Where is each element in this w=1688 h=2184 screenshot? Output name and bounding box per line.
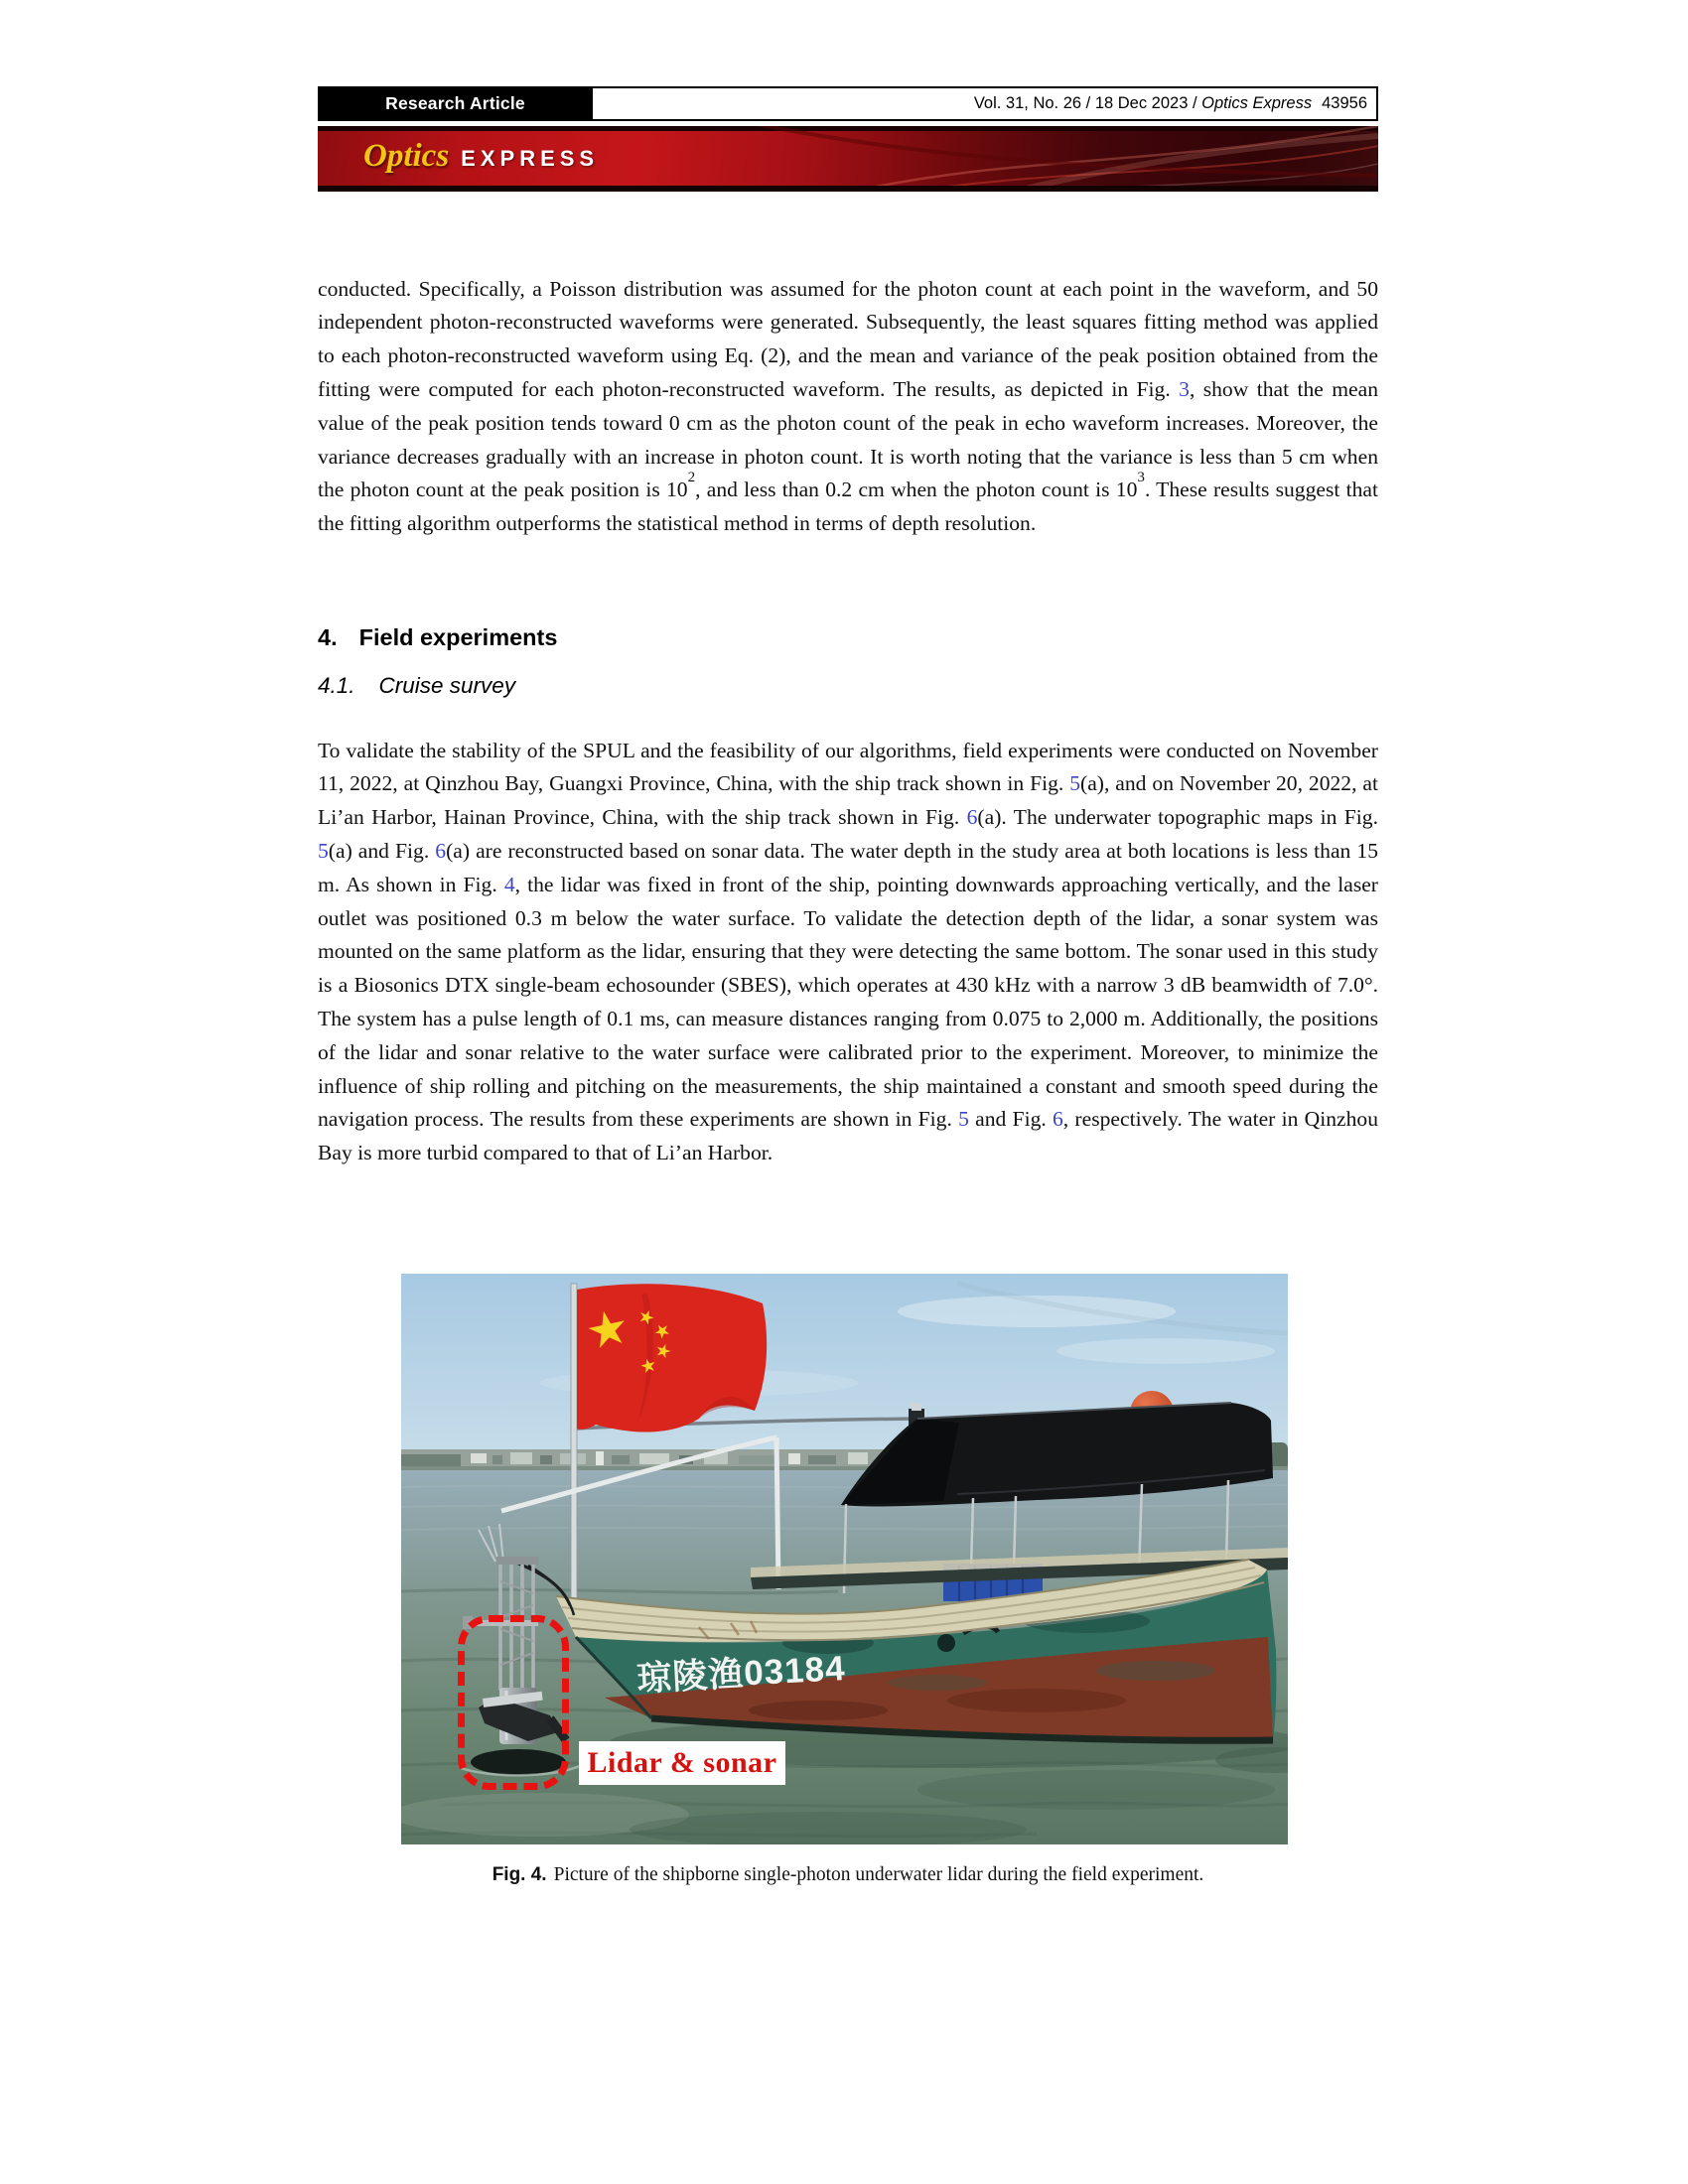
figure-reference-link[interactable]: 3 xyxy=(1179,376,1190,401)
logo-word-express: EXPRESS xyxy=(461,146,600,171)
flag-pole xyxy=(571,1284,577,1611)
journal-banner xyxy=(318,126,1378,192)
figure-reference-link[interactable]: 6 xyxy=(1053,1107,1063,1132)
figure4-caption xyxy=(318,1864,1378,1886)
optics-express-logo xyxy=(363,138,599,175)
figure-reference-link[interactable]: 5 xyxy=(318,838,329,863)
lidar-annotation-box xyxy=(458,1615,569,1790)
subsection-number: 4.1. xyxy=(318,673,355,698)
paragraph-methods-continued: conducted. Specifically, a Poisson distribution was assumed for the photon count at each point in the waveform, and 50 independent photon-reconstructed waveforms were generated. Subsequently, the least squares fitting method was applied to each photon-reconstructed waveform using Eq. (2), and the mean and variance of the peak position obtained from the fitting were computed for each photon-reconstructed waveform. The results, as depicted in Fig. 3, show that the mean value of the peak position tends toward 0 cm as the photon count of the peak in echo waveform increases. Moreover, the variance decreases gradually with an increase in photon count. It is worth noting that the variance is less than 5 cm when the photon count at the peak position is $10^2$, and less than 0.2 cm when the photon count is $10^3$. These results suggest that the fitting algorithm outperforms the statistical method in terms of depth resolution. xyxy=(318,276,1378,536)
subsection-title: Cruise survey xyxy=(378,673,516,698)
caption-text: Picture of the shipborne single-photon underwater lidar during the field experiment. xyxy=(553,1864,1204,1885)
figure-reference-link[interactable]: 5 xyxy=(958,1107,969,1132)
boat-registration-text: 琼陵渔03184 xyxy=(635,1649,847,1699)
figure-reference-link[interactable]: 6 xyxy=(966,805,978,830)
section-number: 4. xyxy=(318,624,338,650)
figure-reference-link[interactable]: 4 xyxy=(503,872,515,896)
banner-bottom-bar xyxy=(318,186,1378,192)
journal-header xyxy=(318,86,1378,121)
paragraph-cruise-survey: To validate the stability of the SPUL and the feasibility of our algorithms, field experiments were conducted on November 11, 2022, at Qinzhou Bay, Guangxi Province, China, with the ship track shown in Fig. 5(a), and on November 20, 2022, at Li’an Harbor, Hainan Province, China, with the ship track shown in Fig. 6(a). The underwater topographic maps in Fig. 5(a) and Fig. 6(a) are reconstructed based on sonar data. The water depth in the study area at both locations is less than 15 m. As shown in Fig. 4, the lidar was fixed in front of the ship, pointing downwards approaching vertically, and the laser outlet was positioned 0.3 m below the water surface. To validate the detection depth of the lidar, a sonar system was mounted on the same platform as the lidar, ensuring that they were detecting the same bottom. The sonar used in this study is a Biosonics DTX single-beam echosounder (SBES), which operates at 430 kHz with a narrow 3 dB beamwidth of 7.0°. The system has a pulse length of 0.1 ms, can measure distances ranging from 0.075 to 2,000 m. Additionally, the positions of the lidar and sonar relative to the water surface were calibrated prior to the experiment. Moreover, to minimize the influence of ship rolling and pitching on the measurements, the ship maintained a constant and smooth speed during the navigation process. The results from these experiments are shown in Fig. 5 and Fig. 6, respectively. The water in Qinzhou Bay is more turbid compared to that of Li’an Harbor. xyxy=(318,738,1379,1165)
article-type-badge xyxy=(318,86,593,121)
figure-reference-link[interactable]: 5 xyxy=(1069,771,1080,796)
volume-info: Vol. 31, No. 26 / 18 Dec 2023 / xyxy=(973,94,1202,112)
section-heading-field-experiments xyxy=(318,624,557,651)
issue-info xyxy=(974,88,1367,119)
subsection-heading-cruise-survey xyxy=(318,673,515,699)
section-title: Field experiments xyxy=(358,624,558,650)
caption-label: Fig. 4. xyxy=(492,1864,547,1885)
article-type-label: Research Article xyxy=(385,93,525,113)
annotation-text: Lidar & sonar xyxy=(587,1746,777,1779)
lidar-annotation-label xyxy=(579,1741,785,1785)
article-number: 43956 xyxy=(1322,94,1367,112)
journal-name: Optics Express xyxy=(1201,94,1313,112)
logo-word-optics: Optics xyxy=(363,138,450,174)
figure4-photo xyxy=(401,1274,1288,1844)
figure-reference-link[interactable]: 6 xyxy=(435,838,447,863)
